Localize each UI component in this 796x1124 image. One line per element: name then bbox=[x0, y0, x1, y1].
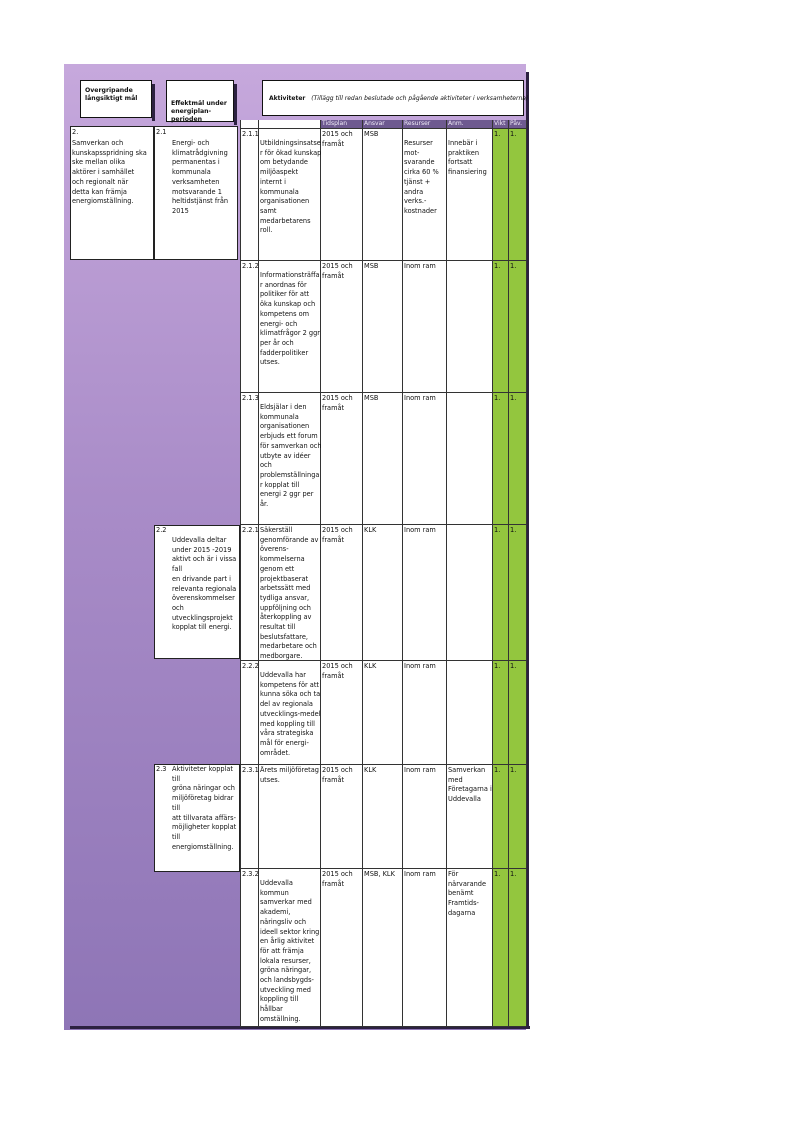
col-tidsplan: Tidsplan bbox=[320, 120, 362, 128]
effect-2-1-text: Energi- och klimatrådgivning permanentas i kommunala verksamheten motsvarande 1 heltidstjänst från 2015 bbox=[172, 139, 229, 215]
activity-tidsplan: 2015 och framåt bbox=[322, 766, 353, 784]
activities-header-box bbox=[262, 80, 529, 116]
vikt-column bbox=[492, 120, 508, 1026]
activity-ansvar: KLK bbox=[364, 526, 377, 534]
activity-resurser: Inom ram bbox=[404, 662, 436, 670]
activity-pav: 1. bbox=[510, 526, 517, 534]
activity-vikt: 1. bbox=[494, 526, 501, 534]
col-ansvar: Ansvar bbox=[362, 120, 402, 128]
grid-h-524 bbox=[240, 524, 526, 525]
activity-ansvar: MSB bbox=[364, 394, 379, 402]
goal-number: 2. bbox=[72, 128, 79, 136]
activity-number: 2.3.2 bbox=[242, 870, 259, 878]
effect-header-shadow bbox=[234, 84, 237, 125]
grid-h-260 bbox=[240, 260, 526, 261]
activity-text: Uddevalla har kompetens för att kunna söka och ta del av regionala utvecklings-medel med koppling till våra strategiska mål för energi- området. bbox=[260, 671, 321, 757]
activity-number: 2.2.2 bbox=[242, 662, 259, 670]
activity-vikt: 1. bbox=[494, 262, 501, 270]
grid-v-446 bbox=[446, 120, 447, 1026]
effect-2-3-text: Aktiviteter kopplat till gröna näringar och miljöföretag bidrar till att tillvarata affärs- möjligheter kopplat till energiomställning. bbox=[172, 765, 237, 851]
activities-header bbox=[269, 95, 529, 103]
effect-2-3-number: 2.3 bbox=[156, 765, 167, 773]
activity-vikt: 1. bbox=[494, 394, 501, 402]
activity-text: Informationsträffa r anordnas för politiker för att öka kunskap och kompetens om energi- och klimatfrågor 2 ggr per år och fadderpolitiker utses. bbox=[260, 271, 321, 367]
activity-number: 2.1.3 bbox=[242, 394, 259, 402]
activity-text: Eldsjälar i den kommunala organisationen erbjuds ett forum för samverkan och utbyte av idéer och problemställninga r kopplat till energi 2 ggr per år. bbox=[260, 403, 322, 509]
activity-resurser: Resurser mot- svarande cirka 60 % tjänst + andra verks.- kostnader bbox=[404, 139, 439, 215]
grid-v-240 bbox=[240, 120, 241, 1026]
activity-vikt: 1. bbox=[494, 766, 501, 774]
grid-h-128 bbox=[240, 128, 526, 129]
grid-v-526 bbox=[526, 120, 527, 1026]
col-resurser: Resurser bbox=[402, 120, 446, 128]
activity-anm: För närvarande benämt Framtids- dagarna bbox=[448, 870, 487, 917]
grid-v-492 bbox=[492, 120, 493, 1026]
col-anm: Anm. bbox=[446, 120, 492, 128]
activity-anm: Innebär i praktiken fortsatt finansiering bbox=[448, 139, 487, 177]
col-vikt: Vikt bbox=[492, 120, 508, 128]
activity-pav: 1. bbox=[510, 394, 517, 402]
activity-resurser: Inom ram bbox=[404, 262, 436, 270]
activity-text: Uddevalla kommun samverkar med akademi, näringsliv och ideell sektor kring en årlig aktivitet för att främja lokala resurser, gröna näringar, och landsbygds- utveckling med koppling till hållbar omställning. bbox=[260, 879, 320, 1023]
activity-tidsplan: 2015 och framåt bbox=[322, 870, 353, 888]
effect-header-box bbox=[166, 80, 234, 122]
effect-2-2-number: 2.2 bbox=[156, 526, 167, 534]
activity-resurser: Inom ram bbox=[404, 526, 436, 534]
activity-text: Årets miljöföretag utses. bbox=[260, 766, 319, 784]
activity-pav: 1. bbox=[510, 766, 517, 774]
col-pav: Påv. bbox=[508, 120, 526, 128]
activity-vikt: 1. bbox=[494, 662, 501, 670]
activity-pav: 1. bbox=[510, 870, 517, 878]
activity-text: Utbildningsinsatse r för ökad kunskap om betydande miljöaspekt internt i kommunala organisationen samt medarbetarens roll. bbox=[260, 139, 322, 235]
grid-h-1026 bbox=[240, 1026, 526, 1027]
activity-tidsplan: 2015 och framåt bbox=[322, 394, 353, 412]
activity-ansvar: KLK bbox=[364, 766, 377, 774]
effect-header: Effektmål under energiplan-perioden bbox=[171, 100, 227, 123]
activity-number: 2.1.1 bbox=[242, 130, 259, 138]
activity-ansvar: MSB, KLK bbox=[364, 870, 395, 878]
grid-h-764 bbox=[240, 764, 526, 765]
activity-pav: 1. bbox=[510, 262, 517, 270]
goal-header-shadow bbox=[152, 84, 155, 121]
activity-pav: 1. bbox=[510, 130, 517, 138]
activities-subtitle: (Tillägg till redan beslutade och pågående aktiviteter i verksamheterna) bbox=[311, 95, 529, 102]
grid-v-362 bbox=[362, 120, 363, 1026]
activities-title: Aktiviteter bbox=[269, 95, 306, 102]
grid-v-508 bbox=[508, 120, 509, 1026]
activity-tidsplan: 2015 och framåt bbox=[322, 526, 353, 544]
goal-header-box bbox=[80, 80, 152, 118]
grid-h-392 bbox=[240, 392, 526, 393]
grid-v-258 bbox=[258, 120, 259, 1026]
activity-number: 2.2.1 bbox=[242, 526, 259, 534]
activity-text: Säkerställ genomförande av överens- kommelserna genom ett projektbaserat arbetssätt med tydliga ansvar, uppföljning och återkoppling av resultat till beslutsfattare, medarbetare och medborgare. bbox=[260, 526, 319, 661]
activity-tidsplan: 2015 och framåt bbox=[322, 130, 353, 148]
activity-vikt: 1. bbox=[494, 870, 501, 878]
activity-resurser: Inom ram bbox=[404, 394, 436, 402]
goal-header: Övergripande långsiktigt mål bbox=[85, 87, 138, 102]
goal-text: Samverkan och kunskapsspridning ska ske mellan olika aktörer i samhället och regionalt när detta kan främja energiomställning. bbox=[72, 139, 147, 206]
activity-number: 2.1.2 bbox=[242, 262, 259, 270]
activity-tidsplan: 2015 och framåt bbox=[322, 662, 353, 680]
activity-ansvar: KLK bbox=[364, 662, 377, 670]
activity-resurser: Inom ram bbox=[404, 766, 436, 774]
activity-anm: Samverkan med Företagarna i Uddevalla bbox=[448, 766, 492, 804]
activity-ansvar: MSB bbox=[364, 130, 379, 138]
effect-2-1-number: 2.1 bbox=[156, 128, 167, 136]
activity-vikt: 1. bbox=[494, 130, 501, 138]
activity-tidsplan: 2015 och framåt bbox=[322, 262, 353, 280]
grid-h-868 bbox=[240, 868, 526, 869]
pav-column bbox=[508, 120, 526, 1026]
grid-v-402 bbox=[402, 120, 403, 1026]
activity-resurser: Inom ram bbox=[404, 870, 436, 878]
activity-pav: 1. bbox=[510, 662, 517, 670]
activity-number: 2.3.1 bbox=[242, 766, 259, 774]
activity-ansvar: MSB bbox=[364, 262, 379, 270]
effect-2-2-text: Uddevalla deltar under 2015 -2019 aktivt och är i vissa fall en drivande part i relevanta regionala överenskommelser och utvecklingsprojekt kopplat till energi. bbox=[172, 536, 237, 632]
